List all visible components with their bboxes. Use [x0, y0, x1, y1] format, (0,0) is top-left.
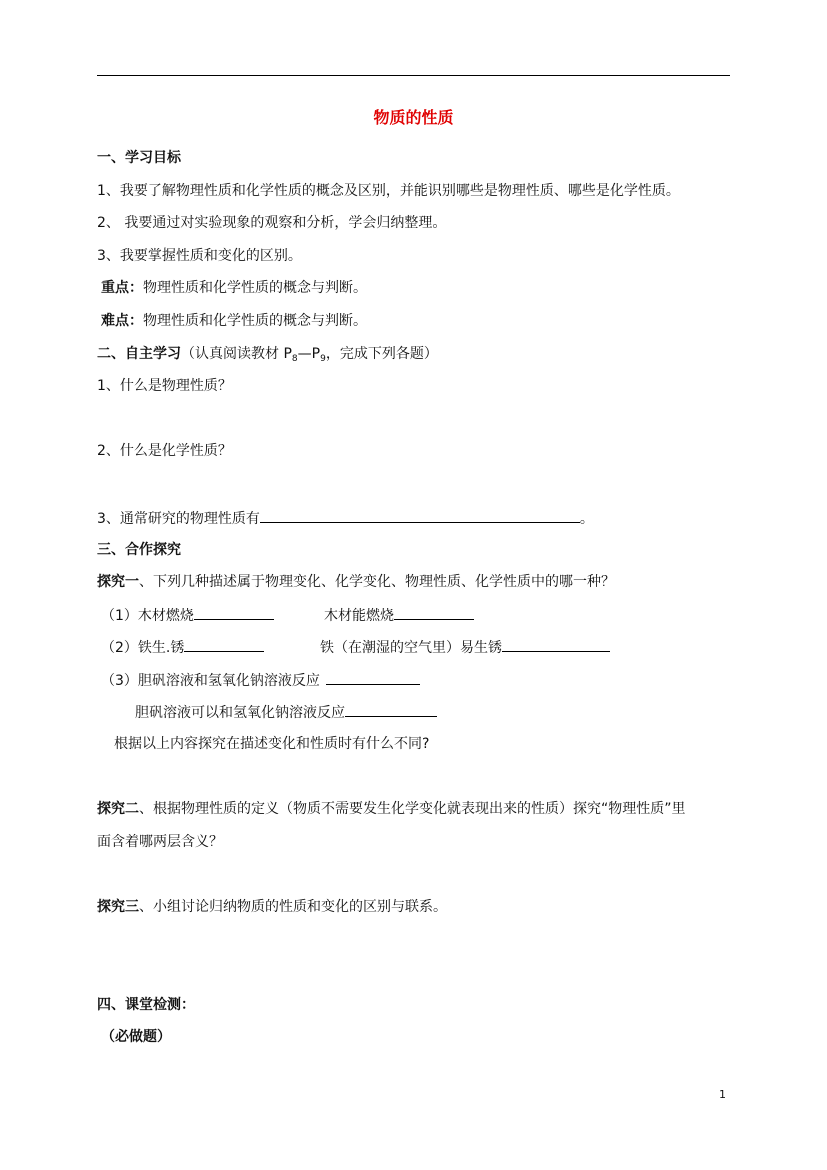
difficult-point	[101, 312, 367, 330]
page-number: 1	[719, 1088, 726, 1101]
answer-blank[interactable]	[194, 605, 274, 620]
explore-3	[97, 898, 447, 916]
row-3a-text: （3）胆矾溶液和氢氧化钠溶液反应	[101, 673, 320, 689]
page-title: 物质的性质	[373, 108, 454, 127]
question-1: 1、什么是物理性质？	[97, 378, 232, 394]
row-1-right	[324, 605, 474, 625]
page-range-dash: —P	[297, 346, 321, 362]
explore-1	[97, 573, 615, 591]
section-heading-classroom-test: 四、课堂检测：	[97, 997, 195, 1013]
objective-item: 3、我要掌握性质和变化的区别。	[97, 248, 302, 264]
explore-1-label: 探究一	[97, 574, 139, 590]
objective-item: 1、我要了解物理性质和化学性质的概念及区别，并能识别哪些是物理性质、哪些是化学性质。	[97, 183, 680, 199]
explore-2-label: 探究二	[97, 801, 139, 817]
row-2a-text: （2）铁生.锈	[101, 640, 185, 656]
page-end-subscript: 9	[320, 354, 326, 364]
section-heading-explore: 三、合作探究	[97, 542, 181, 558]
explore-2	[97, 800, 686, 818]
section-heading-self-study	[97, 345, 438, 365]
self-study-note-end: ，完成下列各题）	[325, 346, 438, 362]
explore-3-text: 、小组讨论归纳物质的性质和变化的区别与联系。	[139, 899, 447, 915]
header-rule	[97, 75, 730, 76]
row-3a	[101, 670, 420, 690]
row-2b-text: 铁（在潮湿的空气里）易生锈	[320, 640, 502, 656]
difficult-point-text: 物理性质和化学性质的概念与判断。	[143, 313, 367, 329]
section-heading-objectives: 一、学习目标	[97, 150, 181, 166]
row-3b-text: 胆矾溶液可以和氢氧化钠溶液反应	[135, 705, 345, 721]
answer-blank[interactable]	[502, 637, 610, 652]
explore-2-continued: 面含着哪两层含义？	[97, 834, 223, 850]
question-3-end: 。	[579, 511, 594, 527]
answer-blank[interactable]	[260, 508, 580, 523]
key-point-text: 物理性质和化学性质的概念与判断。	[143, 280, 367, 296]
page-start-subscript: 8	[291, 354, 298, 364]
key-point	[101, 279, 367, 297]
objective-item: 2、 我要通过对实验现象的观察和分析，学会归纳整理。	[97, 215, 447, 231]
row-1b-text: 木材能燃烧	[324, 608, 394, 624]
key-point-label: 重点：	[101, 280, 143, 296]
answer-blank[interactable]	[326, 670, 420, 685]
self-study-heading: 二、自主学习	[97, 346, 181, 362]
difficult-point-label: 难点：	[101, 313, 143, 329]
question-3-text: 3、通常研究的物理性质有	[97, 511, 260, 527]
row-1a-text: （1）木材燃烧	[101, 608, 194, 624]
row-2-left	[101, 637, 264, 657]
question-3	[97, 508, 594, 528]
explore-1-text: 、下列几种描述属于物理变化、化学变化、物理性质、化学性质中的哪一种？	[139, 574, 615, 590]
question-2: 2、什么是化学性质？	[97, 443, 232, 459]
explore-3-label: 探究三	[97, 899, 139, 915]
row-1-left	[101, 605, 274, 625]
required-questions-label: （必做题）	[101, 1029, 171, 1045]
row-3b	[135, 702, 437, 722]
explore-2-text: 、根据物理性质的定义（物质不需要发生化学变化就表现出来的性质）探究“物理性质”里	[139, 801, 686, 817]
difference-question: 根据以上内容探究在描述变化和性质时有什么不同?	[114, 736, 430, 752]
self-study-note: （认真阅读教材 P	[181, 346, 292, 362]
answer-blank[interactable]	[394, 605, 474, 620]
answer-blank[interactable]	[184, 637, 264, 652]
row-2-right	[320, 637, 610, 657]
answer-blank[interactable]	[345, 702, 437, 717]
